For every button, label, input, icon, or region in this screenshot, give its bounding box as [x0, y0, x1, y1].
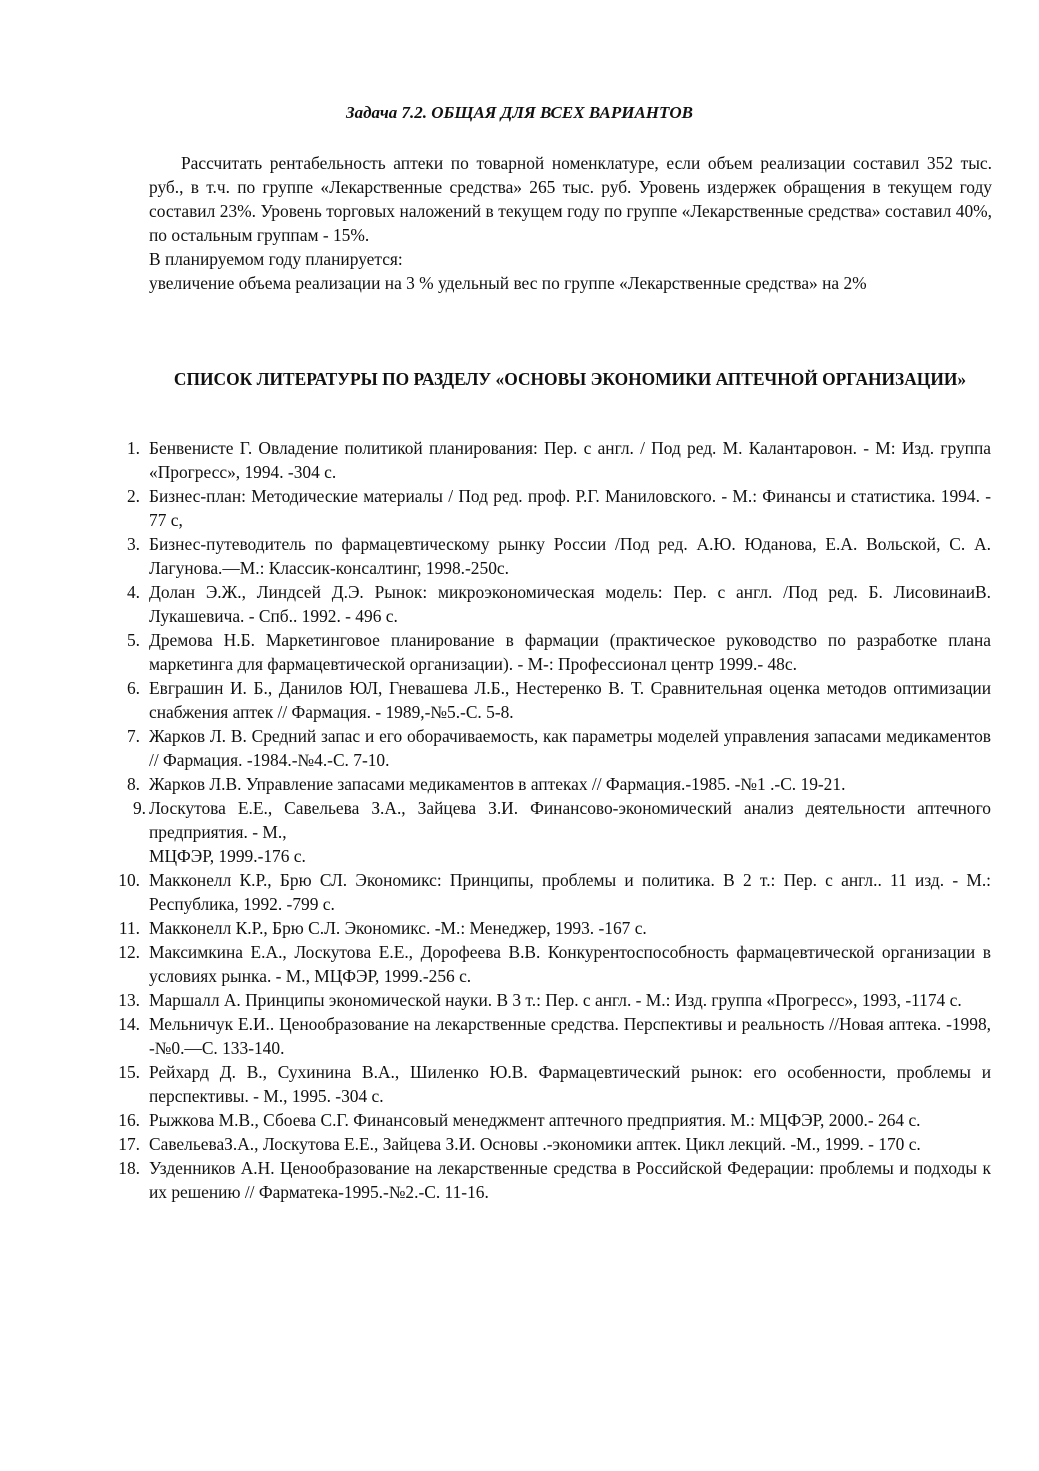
item-text: Узденников А.Н. Ценообразование на лекарственные средства в Российской Федерации: проблемы и подходы к их решению // Фарматека-1995.-№2.-С. 11-16. — [149, 1158, 991, 1202]
literature-item-9 — [0, 796, 1039, 868]
task-title: Задача 7.2. ОБЩАЯ ДЛЯ ВСЕХ ВАРИАНТОВ — [345, 103, 694, 122]
item-text: Евграшин И. Б., Данилов ЮЛ, Гневашева Л.Б., Нестеренко В. Т. Сравнительная оценка методов оптимизации снабжения аптек // Фармация. - 1989,-№5.-С. 5-8. — [149, 678, 991, 722]
item-text: Бизнес-план: Методические материалы / Под ред. проф. Р.Г. Маниловского. - М.: Финансы и статистика. 1994. - 77 с, — [149, 486, 991, 530]
item-text: СавельеваЗ.А., Лоскутова Е.Е., Зайцева З.И. Основы .-экономики аптек. Цикл лекций. -М., 1999. - 170 с. — [149, 1134, 921, 1154]
literature-item-3 — [0, 532, 1039, 580]
item-number: 7. — [126, 726, 140, 746]
item-number: 3. — [126, 534, 140, 554]
item-number: 17. — [118, 1134, 140, 1154]
literature-item-12 — [0, 940, 1039, 988]
item-number: 4. — [126, 582, 140, 602]
item-number: 9. — [132, 798, 146, 818]
literature-item-1 — [0, 436, 1039, 484]
item-number: 8. — [126, 774, 140, 794]
task-paragraph: Рассчитать рентабельность аптеки по товарной номенклатуре, если объем реализации составил 352 тыс. руб., в т.ч. по группе «Лекарственные средства» 265 тыс. руб. Уровень издержек обращения в текущем году составил 23%. Уровень торговых наложений в текущем году по группе «Лекарственные средства» составил 40%, по остальным группам - 15%. — [149, 153, 992, 245]
item-text — [149, 796, 991, 868]
literature-item-15 — [0, 1060, 1039, 1108]
item-number: 18. — [118, 1158, 140, 1178]
item-number: 16. — [118, 1110, 140, 1130]
item-text: Бенвенисте Г. Овладение политикой планирования: Пер. с англ. / Под ред. М. Калантаровон. - М: Изд. группа «Прогресс», 1994. -304 с. — [149, 438, 991, 482]
item-number: 5. — [126, 630, 140, 650]
item-text-extra: МЦФЭР, 1999.-176 с. — [149, 846, 306, 866]
item-number: 15. — [118, 1062, 140, 1082]
literature-item-4 — [0, 580, 1039, 628]
literature-list — [0, 436, 1039, 1204]
item-number: 13. — [118, 990, 140, 1010]
item-text: Мельничук Е.И.. Ценообразование на лекарственные средства. Перспективы и реальность //Новая аптека. -1998, -№0.—С. 133-140. — [149, 1014, 991, 1058]
literature-item-13 — [0, 988, 1039, 1012]
item-text: Рейхард Д. В., Сухинина В.А., Шиленко Ю.В. Фармацевтический рынок: его особенности, проблемы и перспективы. - М., 1995. -304 с. — [149, 1062, 991, 1106]
item-text: Дремова Н.Б. Маркетинговое планирование в фармации (практическое руководство по разработке плана маркетинга для фармацевтической организации). - М-: Профессионал центр 1999.- 48с. — [149, 630, 991, 674]
task-plan-line: В планируемом году планируется: — [149, 249, 403, 269]
item-text: Максимкина Е.А., Лоскутова Е.Е., Дорофеева В.В. Конкурентоспособность фармацевтической организации в условиях рынка. - М., МЦФЭР, 1999.-256 с. — [149, 942, 991, 986]
item-number: 14. — [118, 1014, 140, 1034]
literature-item-5 — [0, 628, 1039, 676]
literature-item-8 — [0, 772, 1039, 796]
literature-item-14 — [0, 1012, 1039, 1060]
item-text: Жарков Л. В. Средний запас и его оборачиваемость, как параметры моделей управления запасами медикаментов // Фармация. -1984.-№4.-С. 7-10. — [149, 726, 991, 770]
literature-item-17 — [0, 1132, 1039, 1156]
literature-item-10 — [0, 868, 1039, 916]
item-text: Макконелл К.Р., Брю С.Л. Экономикс. -М.: Менеджер, 1993. -167 с. — [149, 918, 647, 938]
item-text: Макконелл К.Р., Брю СЛ. Экономикс: Принципы, проблемы и политика. В 2 т.: Пер. с англ.. 11 изд. - М.: Республика, 1992. -799 с. — [149, 870, 991, 914]
item-text: Маршалл А. Принципы экономической науки. В 3 т.: Пер. с англ. - М.: Изд. группа «Прогресс», 1993, -1174 с. — [149, 990, 962, 1010]
item-number: 6. — [126, 678, 140, 698]
item-number: 12. — [118, 942, 140, 962]
item-number: 2. — [126, 486, 140, 506]
literature-heading: СПИСОК ЛИТЕРАТУРЫ ПО РАЗДЕЛУ «ОСНОВЫ ЭКОНОМИКИ АПТЕЧНОЙ ОРГАНИЗАЦИИ» — [173, 369, 967, 389]
literature-item-18 — [0, 1156, 1039, 1204]
item-number: 11. — [118, 918, 140, 938]
literature-item-6 — [0, 676, 1039, 724]
item-text-main: Лоскутова Е.Е., Савельева З.А., Зайцева З.И. Финансово-экономический анализ деятельности аптечного предприятия. - М., — [149, 798, 991, 842]
item-text: Рыжкова М.В., Сбоева С.Г. Финансовый менеджмент аптечного предприятия. М.: МЦФЭР, 2000.- 264 с. — [149, 1110, 921, 1130]
item-text: Жарков Л.В. Управление запасами медикаментов в аптеках // Фармация.-1985. -№1 .-С. 19-21. — [149, 774, 846, 794]
literature-item-11 — [0, 916, 1039, 940]
task-plan-detail: увеличение объема реализации на 3 % удельный вес по группе «Лекарственные средства» на 2% — [149, 273, 867, 293]
literature-item-7 — [0, 724, 1039, 772]
item-number: 10. — [118, 870, 140, 890]
task-body — [149, 151, 992, 295]
literature-item-2 — [0, 484, 1039, 532]
item-text: Бизнес-путеводитель по фармацевтическому рынку России /Под ред. А.Ю. Юданова, Е.А. Вольской, С. А. Лагунова.—М.: Классик-консалтинг, 1998.-250с. — [149, 534, 991, 578]
item-text: Долан Э.Ж., Линдсей Д.Э. Рынок: микроэкономическая модель: Пер. с англ. /Под ред. Б. ЛисовинаиВ. Лукашевича. - Спб.. 1992. - 496 с. — [149, 582, 991, 626]
literature-item-16 — [0, 1108, 1039, 1132]
item-number: 1. — [126, 438, 140, 458]
